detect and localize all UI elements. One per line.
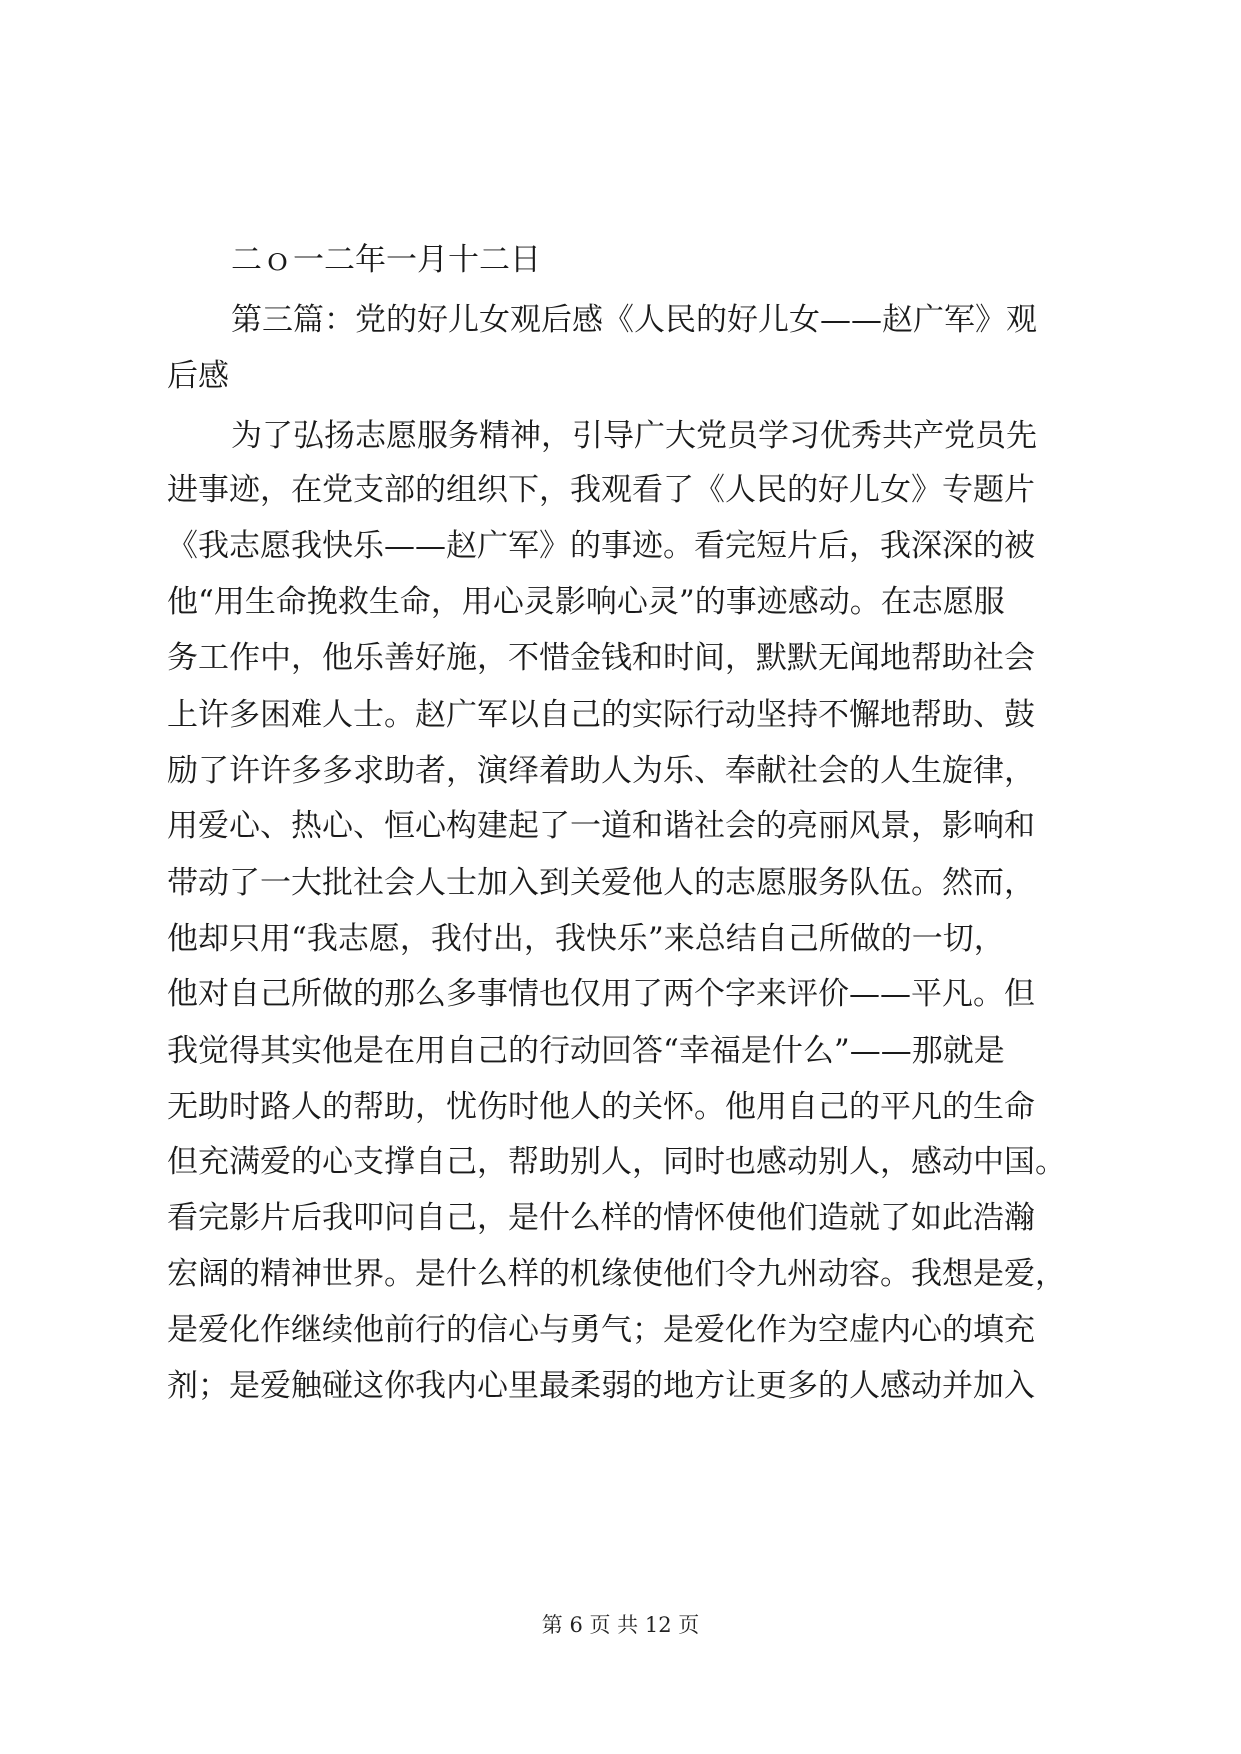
paragraph-line: 剂；是爱触碰这你我内心里最柔弱的地方让更多的人感动并加入 <box>167 1368 1035 1404</box>
paragraph-line: 《我志愿我快乐——赵广军》的事迹。看完短片后，我深深的被 <box>167 528 1035 564</box>
paragraph-line: 无助时路人的帮助，忧伤时他人的关怀。他用自己的平凡的生命 <box>167 1089 1035 1125</box>
paragraph-line: 宏阔的精神世界。是什么样的机缘使他们令九州动容。我想是爱， <box>167 1256 1066 1292</box>
paragraph-line: 我觉得其实他是在用自己的行动回答“幸福是什么”——那就是 <box>167 1033 1005 1069</box>
paragraph-line: 看完影片后我叩问自己，是什么样的情怀使他们造就了如此浩瀚 <box>167 1200 1035 1236</box>
paragraph-line: 但充满爱的心支撑自己，帮助别人，同时也感动别人，感动中国。 <box>167 1144 1066 1180</box>
paragraph-line: 励了许许多多求助者，演绎着助人为乐、奉献社会的人生旋律， <box>167 753 1035 789</box>
section-title-wrap: 后感 <box>167 358 229 394</box>
paragraph-line: 为了弘扬志愿服务精神，引导广大党员学习优秀共产党员先 <box>231 418 1037 454</box>
paragraph-line: 带动了一大批社会人士加入到关爱他人的志愿服务队伍。然而， <box>167 865 1035 901</box>
paragraph-line: 他却只用“我志愿，我付出，我快乐”来总结自己所做的一切， <box>167 921 1005 957</box>
date-line: 二ｏ一二年一月十二日 <box>231 242 541 278</box>
paragraph-line: 他对自己所做的那么多事情也仅用了两个字来评价——平凡。但 <box>167 976 1035 1012</box>
page-number-footer: 第 6 页 共 12 页 <box>541 1613 700 1637</box>
paragraph-line: 用爱心、热心、恒心构建起了一道和谐社会的亮丽风景，影响和 <box>167 808 1035 844</box>
section-title-line: 第三篇：党的好儿女观后感《人民的好儿女——赵广军》观 <box>231 302 1037 338</box>
paragraph-line: 是爱化作继续他前行的信心与勇气；是爱化作为空虚内心的填充 <box>167 1312 1035 1348</box>
paragraph-line: 上许多困难人士。赵广军以自己的实际行动坚持不懈地帮助、鼓 <box>167 697 1035 733</box>
paragraph-line: 务工作中，他乐善好施，不惜金钱和时间，默默无闻地帮助社会 <box>167 640 1035 676</box>
paragraph-line: 他“用生命挽救生命，用心灵影响心灵”的事迹感动。在志愿服 <box>167 584 1005 620</box>
paragraph-line: 进事迹，在党支部的组织下，我观看了《人民的好儿女》专题片 <box>167 472 1035 508</box>
